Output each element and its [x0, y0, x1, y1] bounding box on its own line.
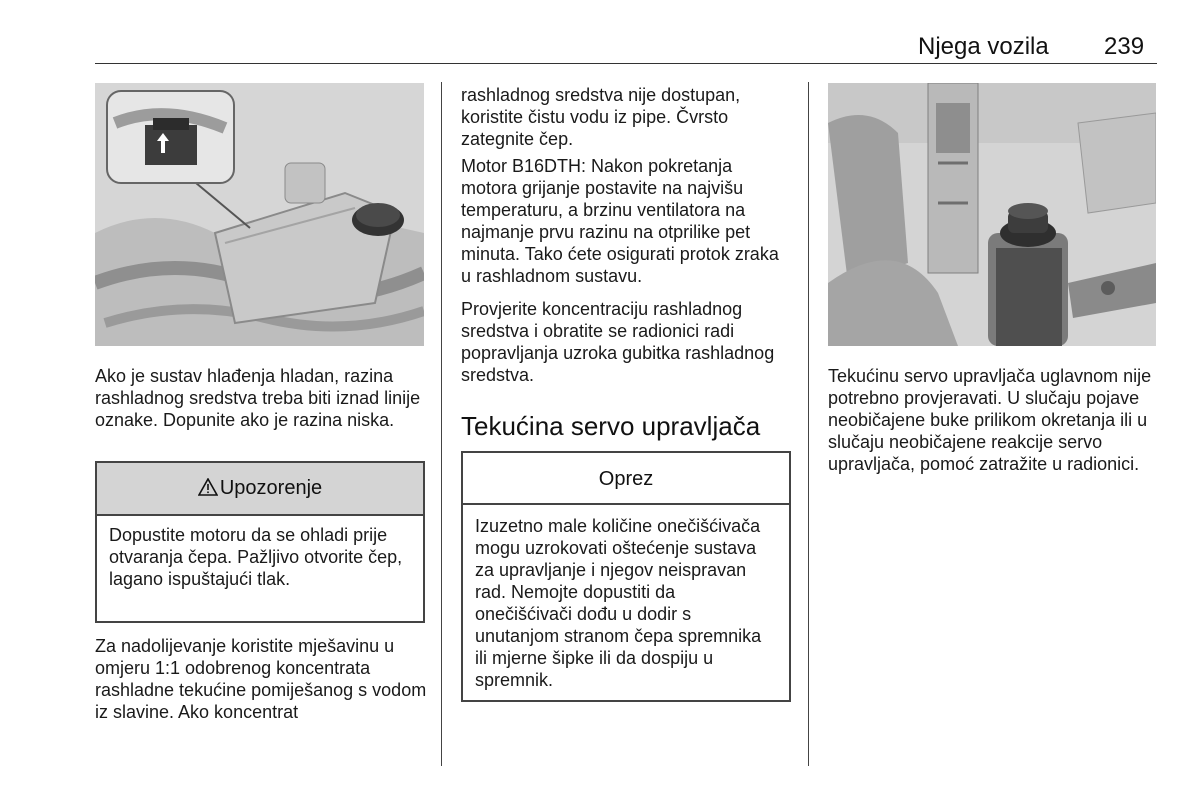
arrow-up-icon — [155, 131, 171, 155]
caution-header — [463, 453, 789, 505]
concentration-paragraph: Provjerite koncentraciju rashladnog sredstva i obratite se radionici radi popravljanja uzroka gubitka rashladnog sredstva. — [461, 299, 775, 385]
warning-header — [97, 463, 423, 516]
coolant-reservoir-photo — [95, 83, 424, 346]
power-steering-reservoir-photo — [828, 83, 1156, 346]
engine-b16dth-paragraph: Motor B16DTH: Nakon pokretanja motora grijanje postavite na najvišu temperaturu, a brzinu ventilatora na najmanje prvu razinu na otprilike pet minuta. Tako ćete osigurati protok zraka u rashladnom sustavu. — [461, 156, 779, 286]
continued-paragraph: rashladnog sredstva nije dostupan, koristite čistu vodu iz pipe. Čvrsto zategnite čep. — [461, 85, 741, 149]
column-divider-left — [441, 82, 442, 766]
warning-text: Dopustite motoru da se ohladi prije otvaranja čepa. Pažljivo otvorite čep, lagano ispuštajući tlak. — [109, 525, 403, 589]
mixture-paragraph: Za nadolijevanje koristite mješavinu u omjeru 1:1 odobrenog koncentrata rashladne tekućine pomiješanog s vodom iz slavine. Ako koncentrat — [95, 636, 427, 722]
power-steering-paragraph: Tekućinu servo upravljača uglavnom nije potrebno provjeravati. U slučaju pojave neobičajene buke prilikom okretanja ili u slučaju neobičajene reakcije servo upravljača, pomoć zatražite u radionici. — [828, 366, 1152, 474]
page-number: 239 — [1104, 33, 1145, 60]
caution-title: Oprez — [598, 468, 654, 490]
coolant-level-paragraph: Ako je sustav hlađenja hladan, razina rashladnog sredstva treba biti iznad linije oznake. Dopunite ako je razina niska. — [95, 366, 421, 430]
column-divider-right — [808, 82, 809, 766]
warning-triangle-icon — [198, 478, 218, 502]
warning-box — [95, 461, 425, 623]
header-divider — [95, 63, 1157, 64]
power-steering-heading: Tekućina servo upravljača — [461, 411, 761, 441]
caution-text: Izuzetno male količine onečišćivača mogu uzrokovati oštećenje sustava za upravljanje i njegov neispravan rad. Nemojte dopustiti da onečišćivači dođu u dodir s unutanjom stranom čepa spremnika ili mjerne šipke ili da dospiju u spremnik. — [475, 516, 762, 690]
warning-title: Upozorenje — [219, 477, 323, 499]
section-title: Njega vozila — [918, 33, 1049, 60]
caution-box — [461, 451, 791, 702]
